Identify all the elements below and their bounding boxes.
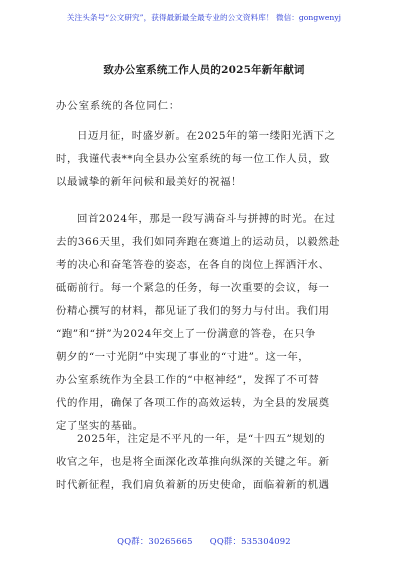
paragraph-line: 砥砺前行。每一个紧急的任务，每一次重要的会议，每一	[56, 282, 330, 294]
paragraph-line: 日迈月征，时盛岁新。在2025年的第一缕阳光洒下之	[77, 130, 336, 142]
document-title: 致办公室系统工作人员的2025年新年献词	[103, 64, 305, 76]
salutation: 办公室系统的各位同仁：	[56, 100, 181, 112]
paragraph-line: 以最诚挚的新年问候和最美好的祝福！	[56, 176, 242, 188]
paragraph-3	[56, 428, 356, 497]
header-note: 关注头条号“公文研究”，获得最新最全最专业的公文资料库！ 微信：gongwenyj	[66, 13, 342, 22]
paragraph-line: 去的366天里，我们如同奔跑在赛道上的运动员，以毅然赴	[56, 236, 341, 248]
paragraph-line: 收官之年，也是将全面深化改革推向纵深的关键之年。新	[56, 456, 330, 468]
paragraph-1	[56, 125, 356, 194]
paragraph-line: 回首2024年，那是一段写满奋斗与拼搏的时光。在过	[77, 213, 336, 225]
paragraph-line: 2025年，注定是不平凡的一年，是“十四五”规划的	[77, 433, 326, 445]
paragraph-line: 朝夕的“一寸光阴”中实现了事业的“寸进”。这一年，	[56, 351, 310, 363]
paragraph-line: 时，我谨代表**向全县办公室系统的每一位工作人员，致	[56, 153, 331, 165]
paragraph-line: 时代新征程，我们肩负着新的历史使命，面临着新的机遇	[56, 479, 330, 491]
paragraph-line: 定了坚实的基础。	[56, 420, 144, 432]
paragraph-line: 份精心撰写的材料，都见证了我们的努力与付出。我们用	[56, 305, 330, 317]
paragraph-2	[56, 208, 356, 438]
paragraph-line: 代的作用，确保了各项工作的高效运转，为全县的发展奠	[56, 397, 330, 409]
paragraph-line: 考的决心和奋笔答卷的姿态，在各自的岗位上挥洒汗水、	[56, 259, 330, 271]
paragraph-line: 办公室系统作为全县工作的“中枢神经”，发挥了不可替	[56, 374, 320, 386]
paragraph-line: “跑”和“拼”为2024年交上了一份满意的答卷，在只争	[56, 328, 316, 340]
footer-qq-groups: QQ群：30265665 QQ群：535304092	[117, 536, 291, 546]
